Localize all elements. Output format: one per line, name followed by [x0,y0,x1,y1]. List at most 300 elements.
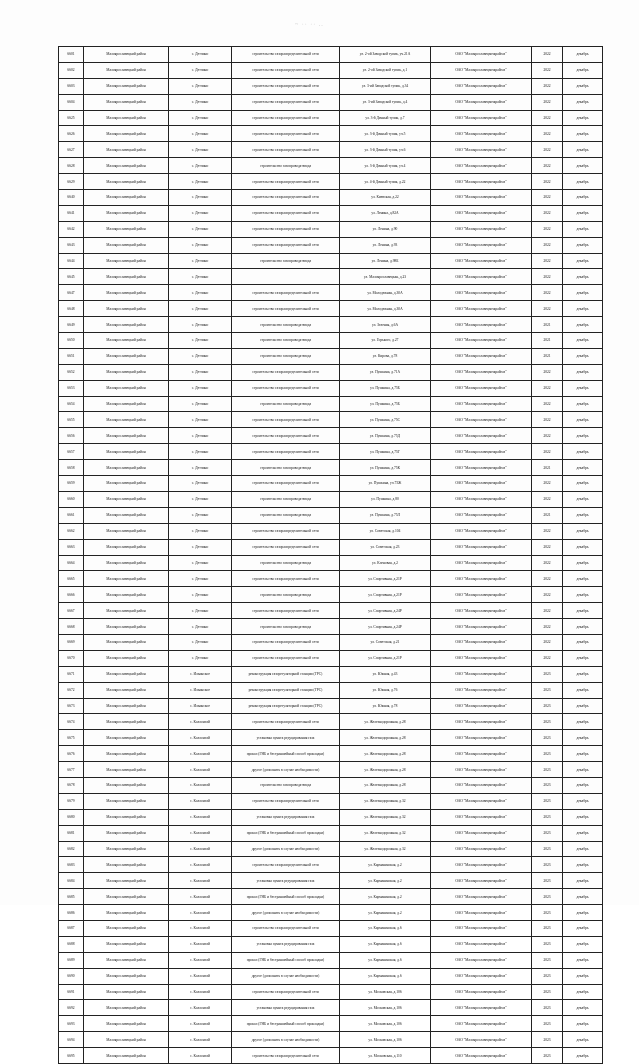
month-cell: декабрь [563,746,603,762]
district-cell: Малоярославецкий район [84,62,169,78]
organization-cell: ОАО "Малоярославецмежрайгаз" [431,190,532,206]
month-cell: декабрь [563,491,603,507]
settlement-cell: с. Детчино [169,539,232,555]
work-type-cell: прокол (ГНБ и бестраншейный способ прокладки) [232,746,340,762]
organization-cell: ОАО "Малоярославецмежрайгаз" [431,491,532,507]
address-cell: ул. Карманинская, д.2 [340,889,431,905]
district-cell: Малоярославецкий район [84,1048,169,1064]
organization-cell: ОАО "Малоярославецмежрайгаз" [431,253,532,269]
settlement-cell: с. Коллонтай [169,841,232,857]
row-number: 6686 [59,905,84,921]
work-type-cell: строительство газопровода-ввода [232,507,340,523]
organization-cell: ОАО "Малоярославецмежрайгаз" [431,1048,532,1064]
address-cell: ул. Московская, д.106 [340,984,431,1000]
year-cell: 2023 [532,1016,563,1032]
row-number: 6653 [59,380,84,396]
table-row [59,317,603,333]
settlement-cell: с. Детчино [169,428,232,444]
settlement-cell: с. Детчино [169,507,232,523]
table-row [59,158,603,174]
work-type-cell: строительство газораспределительной сети [232,523,340,539]
organization-cell: ОАО "Малоярославецмежрайгаз" [431,62,532,78]
month-cell: декабрь [563,841,603,857]
row-number: 6641 [59,205,84,221]
year-cell: 2022 [532,190,563,206]
year-cell: 2022 [532,523,563,539]
month-cell: декабрь [563,952,603,968]
settlement-cell: с. Коллонтай [169,825,232,841]
month-cell: декабрь [563,968,603,984]
organization-cell: ОАО "Малоярославецмежрайгаз" [431,809,532,825]
address-cell: ул. Малоярославецкая, д.23 [340,269,431,285]
year-cell: 2021 [532,507,563,523]
organization-cell: ОАО "Малоярославецмежрайгаз" [431,523,532,539]
district-cell: Малоярославецкий район [84,539,169,555]
month-cell: декабрь [563,317,603,333]
settlement-cell: с. Коллонтай [169,984,232,1000]
organization-cell: ОАО "Малоярославецмежрайгаз" [431,364,532,380]
address-cell: ул. Железнодорожная, д.28 [340,746,431,762]
year-cell: 2023 [532,762,563,778]
year-cell: 2022 [532,380,563,396]
work-type-cell: реконструкция газорегуляторной станции (ГРС) [232,666,340,682]
year-cell: 2022 [532,619,563,635]
month-cell: декабрь [563,301,603,317]
district-cell: Малоярославецкий район [84,889,169,905]
year-cell: 2023 [532,1000,563,1016]
district-cell: Малоярославецкий район [84,396,169,412]
organization-cell: ОАО "Малоярославецмежрайгаз" [431,984,532,1000]
work-type-cell: прокол (ГНБ и бестраншейный способ прокладки) [232,825,340,841]
organization-cell: ОАО "Малоярославецмежрайгаз" [431,746,532,762]
row-number: 6682 [59,841,84,857]
month-cell: декабрь [563,539,603,555]
work-type-cell: строительство газораспределительной сети [232,714,340,730]
table-row [59,825,603,841]
address-cell: ул. Ленина, д.82А [340,205,431,221]
work-type-cell: строительство газораспределительной сети [232,380,340,396]
organization-cell: ОАО "Малоярославецмежрайгаз" [431,698,532,714]
month-cell: декабрь [563,1032,603,1048]
row-number: 6660 [59,491,84,507]
year-cell: 2023 [532,1048,563,1064]
address-cell: ул. Железнодорожная, д.32 [340,793,431,809]
row-number: 6663 [59,539,84,555]
year-cell: 2022 [532,110,563,126]
settlement-cell: с. Детчино [169,317,232,333]
table-row [59,650,603,666]
work-type-cell: другое (дополнить в случае необходимости) [232,968,340,984]
row-number: 6661 [59,507,84,523]
row-number: 6648 [59,301,84,317]
table-row [59,380,603,396]
table-row [59,460,603,476]
district-cell: Малоярославецкий район [84,762,169,778]
settlement-cell: с. Коллонтай [169,730,232,746]
month-cell: декабрь [563,698,603,714]
address-cell: ул. Карманинская, д.2 [340,905,431,921]
table-row [59,126,603,142]
table-row [59,952,603,968]
table-row [59,905,603,921]
table-row [59,94,603,110]
table-row [59,110,603,126]
year-cell: 2021 [532,348,563,364]
year-cell: 2021 [532,460,563,476]
table-row [59,793,603,809]
address-cell: ул. Карманинская, д.6 [340,968,431,984]
work-type-cell: строительство газораспределительной сети [232,1048,340,1064]
organization-cell: ОАО "Малоярославецмежрайгаз" [431,968,532,984]
row-number: 6658 [59,460,84,476]
settlement-cell: с. Детчино [169,348,232,364]
table-row [59,634,603,650]
table-row [59,507,603,523]
settlement-cell: с. Детчино [169,269,232,285]
settlement-cell: с. Детчино [169,380,232,396]
work-type-cell: строительство газораспределительной сети [232,364,340,380]
settlement-cell: с. Детчино [169,301,232,317]
table-row [59,730,603,746]
address-cell: ул. Железнодорожная, д.32 [340,809,431,825]
year-cell: 2023 [532,905,563,921]
year-cell: 2022 [532,158,563,174]
address-cell: ул. Пушкина, д.75Л [340,507,431,523]
settlement-cell: с. Детчино [169,190,232,206]
settlement-cell: с. Коллонтай [169,968,232,984]
organization-cell: ОАО "Малоярославецмежрайгаз" [431,78,532,94]
organization-cell: ОАО "Малоярославецмежрайгаз" [431,603,532,619]
settlement-cell: с. Детчино [169,158,232,174]
organization-cell: ОАО "Малоярославецмежрайгаз" [431,1016,532,1032]
year-cell: 2022 [532,634,563,650]
district-cell: Малоярославецкий район [84,714,169,730]
row-number: 6669 [59,634,84,650]
row-number: 6672 [59,682,84,698]
work-type-cell: строительство газораспределительной сети [232,174,340,190]
month-cell: декабрь [563,555,603,571]
settlement-cell: с. Детчино [169,126,232,142]
organization-cell: ОАО "Малоярославецмежрайгаз" [431,762,532,778]
row-number: 6688 [59,936,84,952]
month-cell: декабрь [563,428,603,444]
address-cell: ул. Спортивная, д.21Р [340,650,431,666]
table-row [59,301,603,317]
year-cell: 2022 [532,444,563,460]
row-number: 6603 [59,78,84,94]
table-row [59,174,603,190]
district-cell: Малоярославецкий район [84,142,169,158]
district-cell: Малоярославецкий район [84,603,169,619]
year-cell: 2023 [532,809,563,825]
table-row [59,984,603,1000]
year-cell: 2022 [532,269,563,285]
row-number: 6656 [59,428,84,444]
work-type-cell: установка пункта редуцирования газа [232,936,340,952]
organization-cell: ОАО "Малоярославецмежрайгаз" [431,380,532,396]
month-cell: декабрь [563,476,603,492]
organization-cell: ОАО "Малоярославецмежрайгаз" [431,158,532,174]
header-stamp: ~ ·· ·· .. [295,22,324,28]
work-type-cell: реконструкция газорегуляторной станции (ГРС) [232,682,340,698]
settlement-cell: с. Коллонтай [169,746,232,762]
organization-cell: ОАО "Малоярославецмежрайгаз" [431,666,532,682]
row-number: 6625 [59,110,84,126]
district-cell: Малоярославецкий район [84,78,169,94]
organization-cell: ОАО "Малоярославецмежрайгаз" [431,905,532,921]
address-cell: ул. Ленина, д.98Б [340,253,431,269]
organization-cell: ОАО "Малоярославецмежрайгаз" [431,460,532,476]
work-type-cell: другое (дополнить в случае необходимости) [232,1032,340,1048]
organization-cell: ОАО "Малоярославецмежрайгаз" [431,333,532,349]
table-row [59,1048,603,1064]
district-cell: Малоярославецкий район [84,285,169,301]
district-cell: Малоярославецкий район [84,841,169,857]
year-cell: 2021 [532,317,563,333]
year-cell: 2023 [532,952,563,968]
organization-cell: ОАО "Малоярославецмежрайгаз" [431,396,532,412]
table-row [59,587,603,603]
work-type-cell: строительство газораспределительной сети [232,78,340,94]
work-type-cell: другое (дополнить в случае необходимости) [232,762,340,778]
month-cell: декабрь [563,714,603,730]
table-row [59,555,603,571]
district-cell: Малоярославецкий район [84,253,169,269]
table-row [59,603,603,619]
month-cell: декабрь [563,984,603,1000]
row-number: 6652 [59,364,84,380]
row-number: 6649 [59,317,84,333]
settlement-cell: с. Детчино [169,571,232,587]
district-cell: Малоярославецкий район [84,507,169,523]
work-type-cell: строительство газораспределительной сети [232,142,340,158]
table-row [59,762,603,778]
work-type-cell: строительство газопровода-ввода [232,158,340,174]
row-number: 6687 [59,920,84,936]
address-cell: ул. Южная, д.78 [340,698,431,714]
year-cell: 2022 [532,126,563,142]
address-cell: ул. Советская, д.21 [340,634,431,650]
settlement-cell: с. Детчино [169,476,232,492]
address-cell: ул. Московская, д.106 [340,1032,431,1048]
organization-cell: ОАО "Малоярославецмежрайгаз" [431,682,532,698]
month-cell: декабрь [563,47,603,63]
organization-cell: ОАО "Малоярославецмежрайгаз" [431,920,532,936]
work-type-cell: строительство газопровода-ввода [232,491,340,507]
year-cell: 2023 [532,984,563,1000]
row-number: 6643 [59,237,84,253]
settlement-cell: с. Детчино [169,603,232,619]
work-type-cell: строительство газопровода-ввода [232,619,340,635]
address-cell: ул. Пушкина, д.80 [340,491,431,507]
district-cell: Малоярославецкий район [84,682,169,698]
district-cell: Малоярославецкий район [84,174,169,190]
month-cell: декабрь [563,857,603,873]
settlement-cell: с. Детчино [169,285,232,301]
row-number: 6657 [59,444,84,460]
month-cell: декабрь [563,110,603,126]
address-cell: ул. Ленина, д.93 [340,237,431,253]
year-cell: 2023 [532,698,563,714]
month-cell: декабрь [563,333,603,349]
month-cell: декабрь [563,126,603,142]
year-cell: 2023 [532,1032,563,1048]
organization-cell: ОАО "Малоярославецмежрайгаз" [431,634,532,650]
work-type-cell: строительство газораспределительной сети [232,221,340,237]
year-cell: 2022 [532,174,563,190]
address-cell: ул. Железнодорожная, д.28 [340,762,431,778]
work-type-cell: строительство газораспределительной сети [232,793,340,809]
year-cell: 2022 [532,555,563,571]
work-type-cell: строительство газопровода-ввода [232,777,340,793]
organization-cell: ОАО "Малоярославецмежрайгаз" [431,793,532,809]
address-cell: ул. Железнодорожная, д.28 [340,730,431,746]
table-row [59,476,603,492]
year-cell: 2023 [532,920,563,936]
table-row [59,491,603,507]
address-cell: ул. Молодежная, д.30А [340,285,431,301]
work-type-cell: строительство газопровода-ввода [232,333,340,349]
settlement-cell: с. Детчино [169,634,232,650]
settlement-cell: с. Детчино [169,491,232,507]
address-cell: ул. 3-й Дачный тупик, уч.5 [340,126,431,142]
district-cell: Малоярославецкий район [84,190,169,206]
month-cell: декабрь [563,523,603,539]
settlement-cell: с. Детчино [169,174,232,190]
settlement-cell: с. Детчино [169,253,232,269]
year-cell: 2023 [532,889,563,905]
row-number: 6690 [59,968,84,984]
organization-cell: ОАО "Малоярославецмежрайгаз" [431,348,532,364]
settlement-cell: с. Детчино [169,78,232,94]
district-cell: Малоярославецкий район [84,110,169,126]
year-cell: 2022 [532,396,563,412]
district-cell: Малоярославецкий район [84,984,169,1000]
row-number: 6674 [59,714,84,730]
district-cell: Малоярославецкий район [84,777,169,793]
table-row [59,269,603,285]
table-row [59,348,603,364]
address-cell: ул. 3-й Дачный тупик, уч.6 [340,142,431,158]
month-cell: декабрь [563,221,603,237]
settlement-cell: с. Детчино [169,396,232,412]
row-number: 6692 [59,1000,84,1016]
table-row [59,857,603,873]
district-cell: Малоярославецкий район [84,158,169,174]
district-cell: Малоярославецкий район [84,460,169,476]
work-type-cell: строительство газораспределительной сети [232,412,340,428]
work-type-cell: установка пункта редуцирования газа [232,730,340,746]
row-number: 6680 [59,809,84,825]
work-type-cell: строительство газораспределительной сети [232,571,340,587]
work-type-cell: строительство газораспределительной сети [232,650,340,666]
organization-cell: ОАО "Малоярославецмежрайгаз" [431,428,532,444]
address-cell: ул. Зеленая, д.6А [340,317,431,333]
table-row [59,190,603,206]
row-number: 6677 [59,762,84,778]
district-cell: Малоярославецкий район [84,126,169,142]
table-row [59,746,603,762]
month-cell: декабрь [563,174,603,190]
address-cell: ул. Карманинская, д.2 [340,873,431,889]
district-cell: Малоярославецкий район [84,619,169,635]
row-number: 6679 [59,793,84,809]
month-cell: декабрь [563,905,603,921]
year-cell: 2022 [532,412,563,428]
year-cell: 2022 [532,237,563,253]
year-cell: 2022 [532,476,563,492]
year-cell: 2023 [532,793,563,809]
row-number: 6642 [59,221,84,237]
organization-cell: ОАО "Малоярославецмежрайгаз" [431,1000,532,1016]
table-row [59,47,603,63]
year-cell: 2022 [532,301,563,317]
work-type-cell: прокол (ГНБ и бестраншейный способ прокладки) [232,952,340,968]
row-number: 6681 [59,825,84,841]
table-body [59,47,603,1064]
address-cell: ул. Карманинская, д.6 [340,936,431,952]
year-cell: 2022 [532,571,563,587]
work-type-cell: строительство газопровода-ввода [232,587,340,603]
organization-cell: ОАО "Малоярославецмежрайгаз" [431,825,532,841]
table-row [59,539,603,555]
organization-cell: ОАО "Малоярославецмежрайгаз" [431,889,532,905]
settlement-cell: с. Коллонтай [169,857,232,873]
month-cell: декабрь [563,412,603,428]
year-cell: 2022 [532,650,563,666]
row-number: 6629 [59,174,84,190]
row-number: 6689 [59,952,84,968]
organization-cell: ОАО "Малоярославецмежрайгаз" [431,110,532,126]
row-number: 6685 [59,889,84,905]
address-cell: ул. Пушкина, д.75Д [340,428,431,444]
work-type-cell: строительство газораспределительной сети [232,603,340,619]
work-type-cell: строительство газораспределительной сети [232,539,340,555]
address-cell: ул. Спортивная, д.21Р [340,587,431,603]
organization-cell: ОАО "Малоярославецмежрайгаз" [431,317,532,333]
row-number: 6645 [59,269,84,285]
settlement-cell: с. Детчино [169,62,232,78]
organization-cell: ОАО "Малоярославецмежрайгаз" [431,285,532,301]
organization-cell: ОАО "Малоярославецмежрайгаз" [431,873,532,889]
year-cell: 2022 [532,603,563,619]
address-cell: ул. Южная, д.76 [340,682,431,698]
table-row [59,873,603,889]
month-cell: декабрь [563,777,603,793]
settlement-cell: с. Детчино [169,444,232,460]
district-cell: Малоярославецкий район [84,1032,169,1048]
month-cell: декабрь [563,348,603,364]
organization-cell: ОАО "Малоярославецмежрайгаз" [431,555,532,571]
row-number: 6694 [59,1032,84,1048]
district-cell: Малоярославецкий район [84,746,169,762]
settlement-cell: с. Детчино [169,142,232,158]
row-number: 6602 [59,62,84,78]
year-cell: 2022 [532,47,563,63]
month-cell: декабрь [563,285,603,301]
address-cell: ул. Пушкина, д.75Б [340,396,431,412]
year-cell: 2022 [532,285,563,301]
address-cell: ул. Пушкина, д.75Б [340,380,431,396]
work-type-cell: строительство газораспределительной сети [232,857,340,873]
work-type-cell: строительство газопровода-ввода [232,396,340,412]
row-number: 6676 [59,746,84,762]
address-cell: ул. 3-й Дачный тупик, д.7 [340,110,431,126]
row-number: 6666 [59,587,84,603]
month-cell: декабрь [563,603,603,619]
table-row [59,571,603,587]
settlement-cell: с. Коллонтай [169,952,232,968]
